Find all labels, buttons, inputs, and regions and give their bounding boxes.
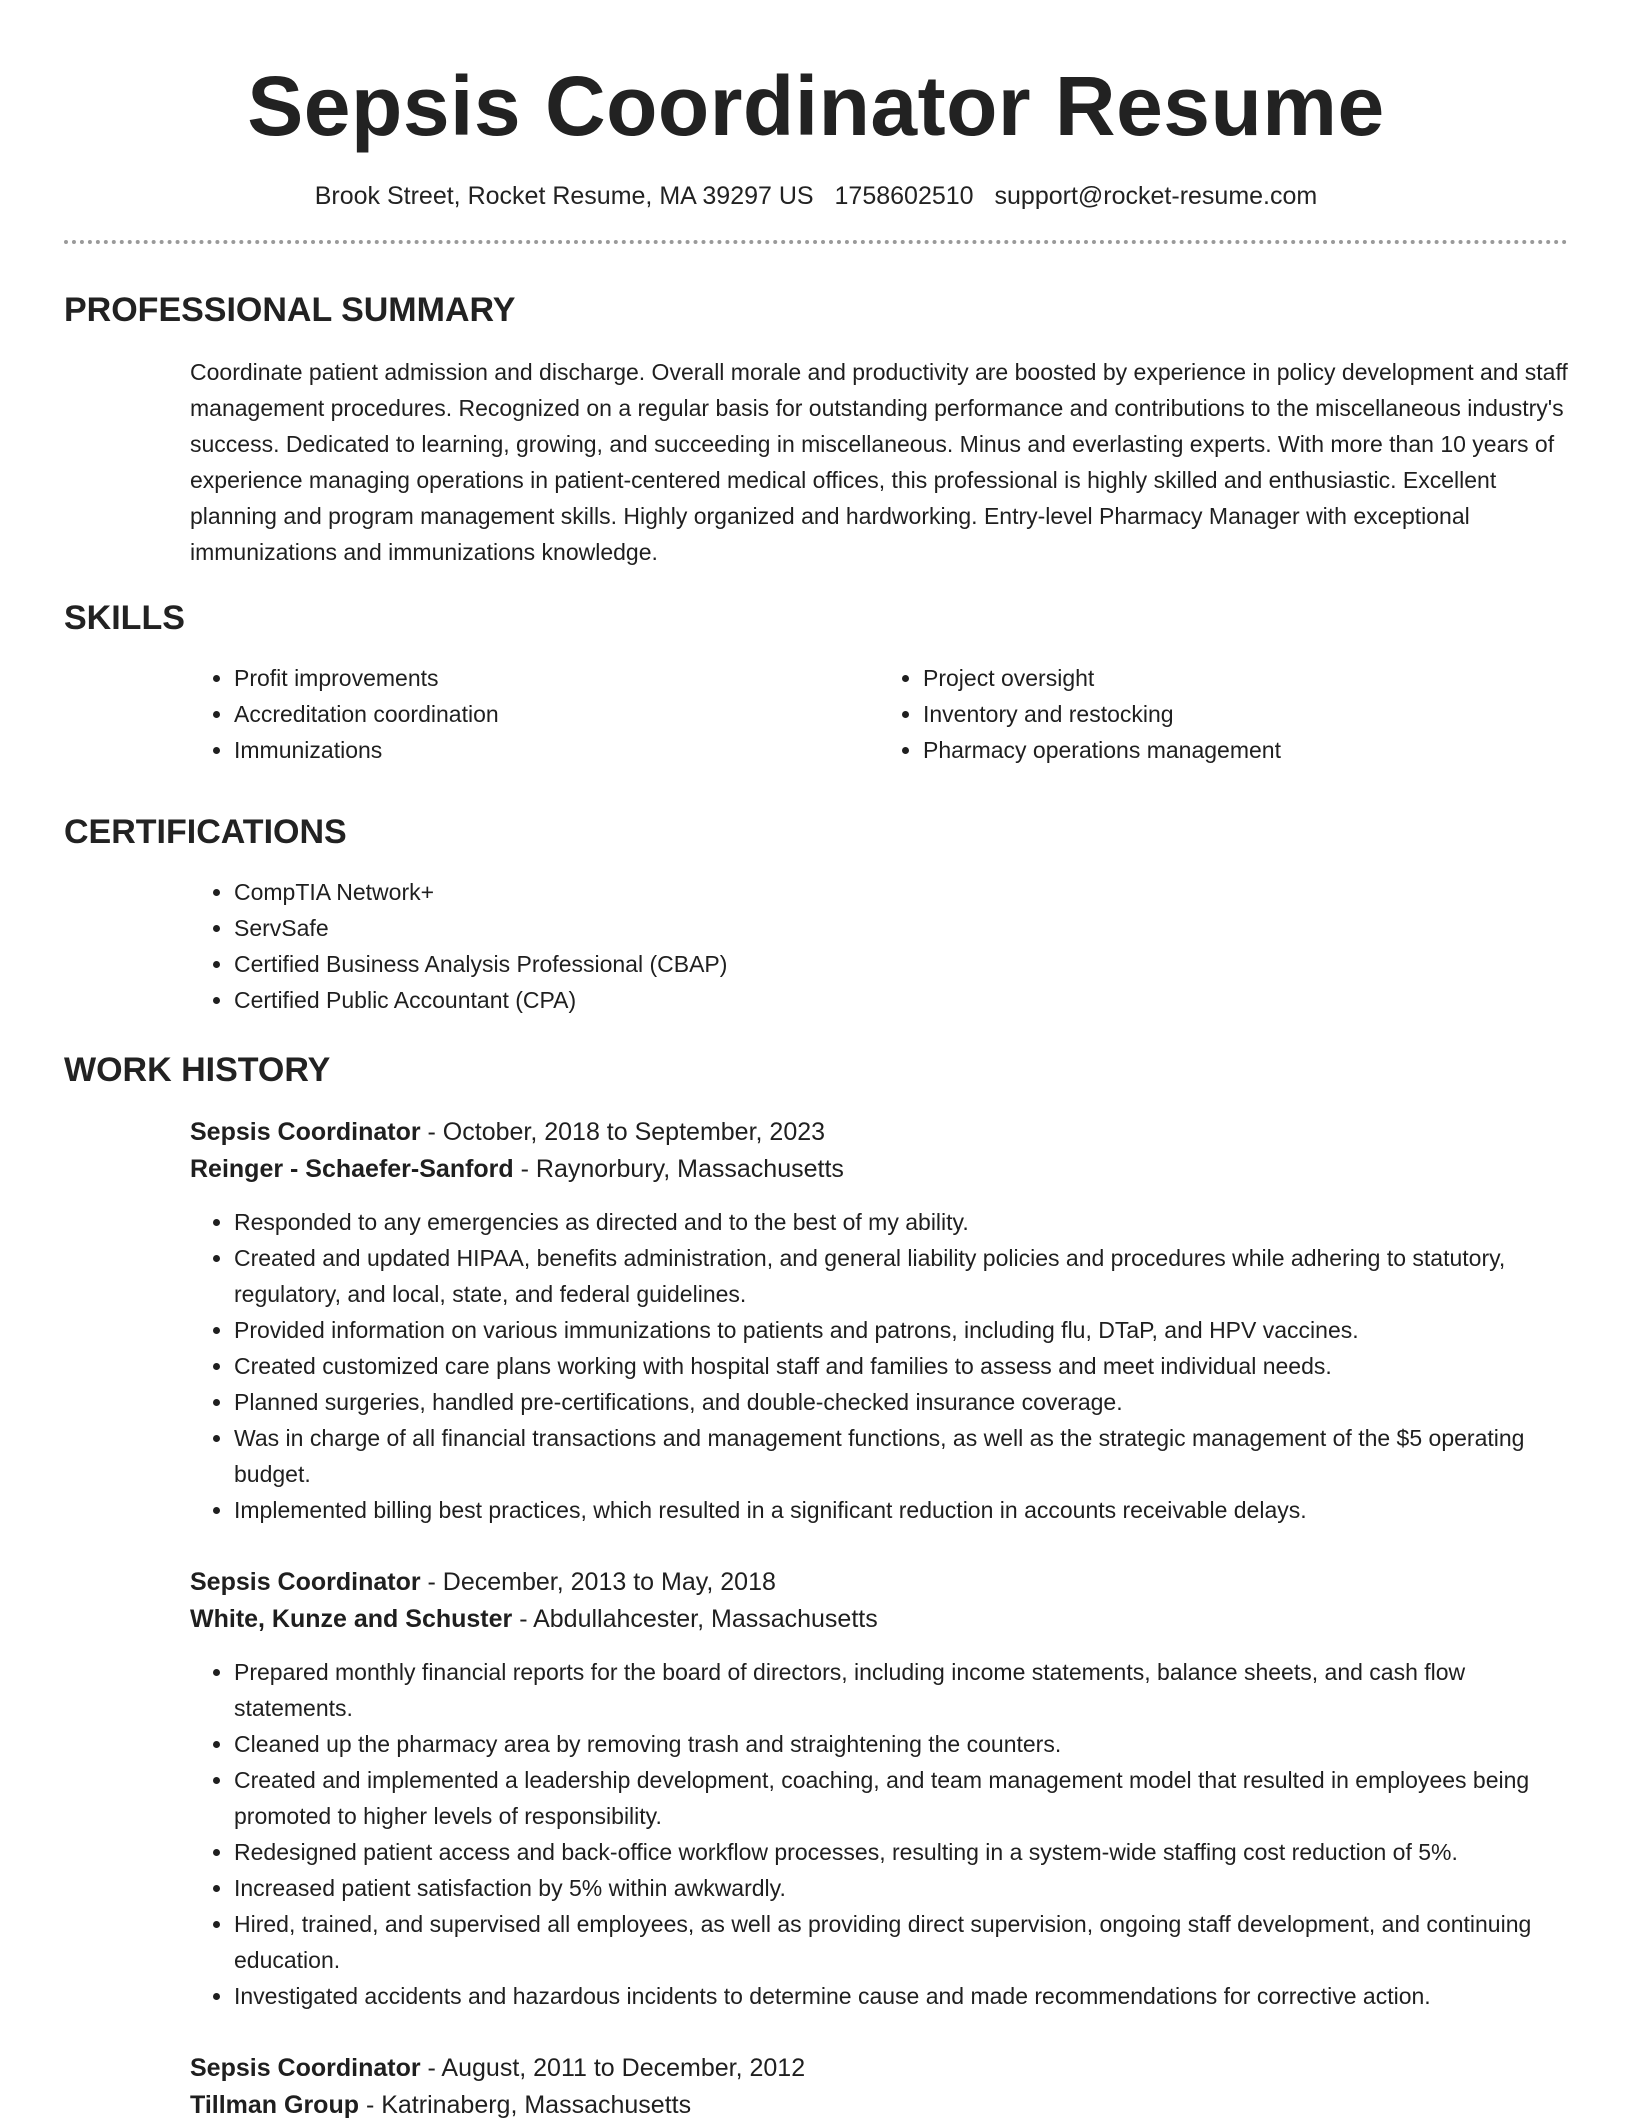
skills-section (64, 596, 1568, 768)
job-location: - Abdullahcester, Massachusetts (512, 1605, 878, 1633)
contact-phone: 1758602510 (834, 182, 974, 210)
job-dates: - December, 2013 to May, 2018 (420, 1568, 776, 1596)
job-role-line (190, 1114, 1568, 1151)
job-bullets (190, 1654, 1568, 2014)
certifications-list (190, 874, 1568, 1018)
job-bullet: • Prepared monthly financial reports for the board of directors, including income statements, balance sheets, and cash flow statements. (234, 1654, 1568, 1726)
job-bullet: • Created customized care plans working with hospital staff and families to assess and meet individual needs. (234, 1348, 1568, 1384)
job-company-line (190, 1151, 1568, 1188)
job-role: Sepsis Coordinator (190, 1118, 421, 1146)
resume-title: Sepsis Coordinator Resume (247, 59, 1385, 153)
job-company-line (190, 2087, 1568, 2124)
job-bullet: • Created and implemented a leadership development, coaching, and team management model that resulted in employees being promoted to higher levels of responsibility. (234, 1762, 1568, 1834)
skill-item: • Inventory and restocking (923, 696, 1568, 732)
job-dates: - October, 2018 to September, 2023 (420, 1118, 826, 1146)
skills-grid (190, 660, 1568, 768)
summary-section (64, 288, 1568, 570)
skill-item: • Pharmacy operations management (923, 732, 1568, 768)
job-bullet: • Implemented billing best practices, which resulted in a significant reduction in accounts receivable delays. (234, 1492, 1568, 1528)
job-role-line (190, 2050, 1568, 2087)
job-dates: - August, 2011 to December, 2012 (420, 2054, 806, 2082)
certifications-block (190, 874, 1568, 1018)
job-bullet: • Provided information on various immunizations to patients and patrons, including flu, DTaP, and HPV vaccines. (234, 1312, 1568, 1348)
job-bullets (190, 1204, 1568, 1528)
job-bullet: • Increased patient satisfaction by 5% within awkwardly. (234, 1870, 1568, 1906)
job-bullet: • Hired, trained, and supervised all employees, as well as providing direct supervision, ongoing staff development, and continuing education. (234, 1906, 1568, 1978)
job-bullet: • Redesigned patient access and back-office workflow processes, resulting in a system-wide staffing cost reduction of 5%. (234, 1834, 1568, 1870)
skills-list-right (879, 660, 1568, 768)
job-role: Sepsis Coordinator (190, 1568, 421, 1596)
job-role: Sepsis Coordinator (190, 2054, 421, 2082)
contact-address: Brook Street, Rocket Resume, MA 39297 US (314, 182, 814, 210)
job-location: - Raynorbury, Massachusetts (513, 1155, 844, 1183)
job-bullet: • Investigated accidents and hazardous incidents to determine cause and made recommendations for corrective action. (234, 1978, 1568, 2014)
resume-page (64, 0, 1568, 2124)
job-company: White, Kunze and Schuster (190, 1605, 513, 1633)
jobs-block (190, 1114, 1568, 2124)
job-bullet: • Cleaned up the pharmacy area by removing trash and straightening the counters. (234, 1726, 1568, 1762)
certification-item: • CompTIA Network+ (234, 874, 1568, 910)
certification-item: • Certified Business Analysis Professional (CBAP) (234, 946, 1568, 982)
job-role-line (190, 1564, 1568, 1601)
job-bullet: • Planned surgeries, handled pre-certifications, and double-checked insurance coverage. (234, 1384, 1568, 1420)
certifications-section (64, 810, 1568, 1018)
job-company: Reinger - Schaefer-Sanford (190, 1155, 514, 1183)
job-bullet: • Was in charge of all financial transactions and management functions, as well as the strategic management of the $5 operating budget. (234, 1420, 1568, 1492)
skill-item: • Immunizations (234, 732, 879, 768)
contact-line (64, 180, 1568, 212)
skill-item: • Profit improvements (234, 660, 879, 696)
contact-email[interactable]: support@rocket-resume.com (994, 182, 1318, 210)
skill-item: • Accreditation coordination (234, 696, 879, 732)
job-company-line (190, 1601, 1568, 1638)
job-entry (190, 2050, 1568, 2124)
job-entry (190, 1114, 1568, 1528)
work-section (64, 1048, 1568, 2124)
certification-item: • Certified Public Accountant (CPA) (234, 982, 1568, 1018)
job-entry (190, 1564, 1568, 2014)
skills-list-left (190, 660, 879, 768)
summary-text: Coordinate patient admission and discharge. Overall morale and productivity are boosted by experience in policy development and staff management procedures. Recognized on a regular basis for outstanding performance and contributions to the miscellaneous industry's success. Dedicated to learning, growing, and succeeding in miscellaneous. Minus and everlasting experts. With more than 10 years of experience managing operations in patient-centered medical offices, this professional is highly skilled and enthusiastic. Excellent planning and program management skills. Highly organized and hardworking. Entry-level Pharmacy Manager with exceptional immunizations and immunizations knowledge. (190, 359, 1568, 565)
job-company: Tillman Group (190, 2091, 359, 2119)
header-divider (64, 240, 1568, 244)
skills-heading: SKILLS (64, 599, 185, 637)
job-bullet: • Created and updated HIPAA, benefits administration, and general liability policies and procedures while adhering to statutory, regulatory, and local, state, and federal guidelines. (234, 1240, 1568, 1312)
certifications-heading: CERTIFICATIONS (64, 813, 347, 851)
certification-item: • ServSafe (234, 910, 1568, 946)
work-heading: WORK HISTORY (64, 1051, 331, 1089)
job-location: - Katrinaberg, Massachusetts (359, 2091, 692, 2119)
summary-heading: PROFESSIONAL SUMMARY (64, 291, 516, 329)
skill-item: • Project oversight (923, 660, 1568, 696)
job-bullet: • Responded to any emergencies as directed and to the best of my ability. (234, 1204, 1568, 1240)
